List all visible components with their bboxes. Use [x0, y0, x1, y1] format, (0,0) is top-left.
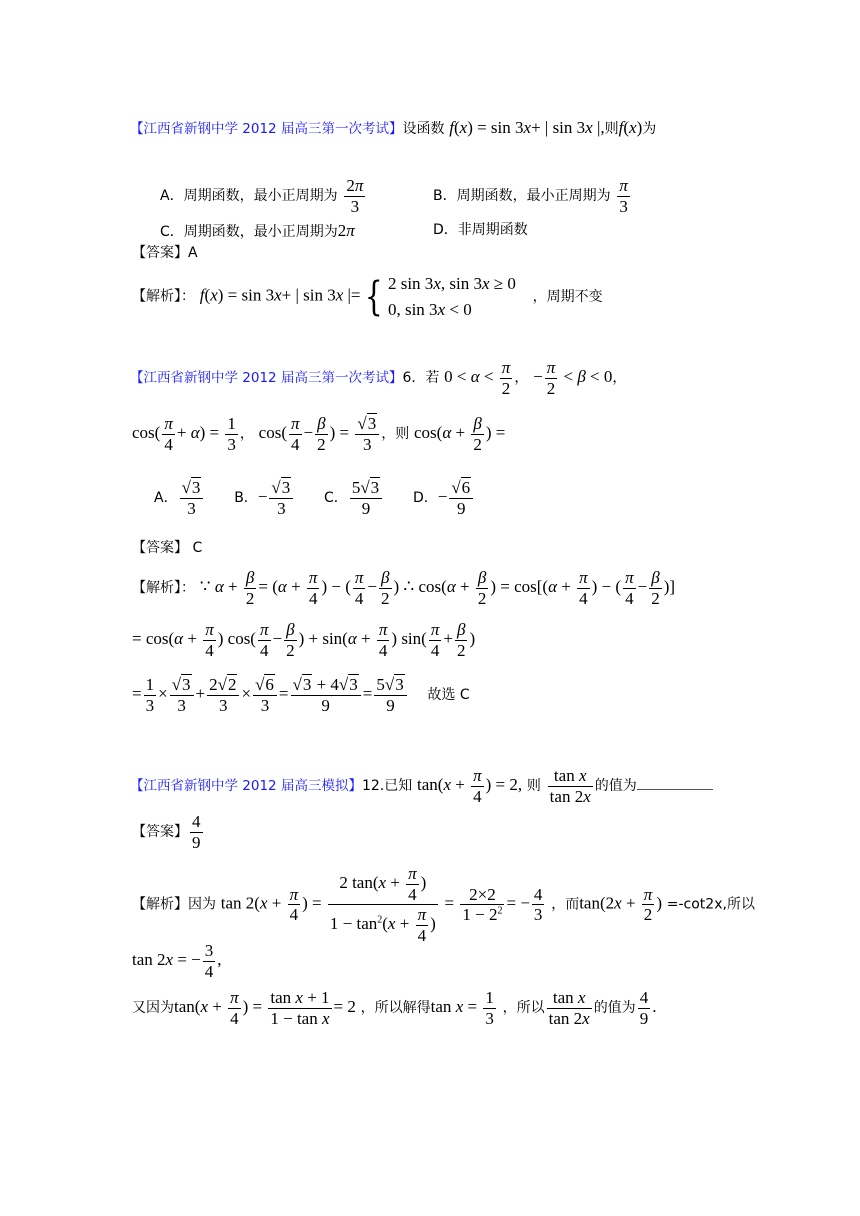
q3-then: 则: [526, 778, 541, 795]
q2-option-a-label: A．: [154, 490, 178, 507]
q1-option-a-label: A．周期函数，最小正周期为: [160, 188, 338, 205]
q2-condition-line: cos( $\frac{\pi}{4}$ + α) = $\frac{1}{3}$ ， cos( $\frac{\pi}{4}$ − $\frac{\beta}{2}$ ) = $\frac{√3}{3}$ ，则 cos(α + $\frac{\beta}{2}$ ) =: [132, 414, 506, 454]
q2-option-d-label: D．: [412, 490, 438, 507]
q3-answer-fraction: $\frac{4}{9}$: [192, 812, 201, 852]
q2-number: 6．若: [402, 370, 440, 387]
q3-value-is: 的值为: [593, 1000, 636, 1017]
q3-answer-label: 【答案】: [132, 824, 188, 841]
q3-cot: =-cot2x: [666, 896, 723, 913]
q2-explanation-line-3: = $\frac{1}{3}$ × $\frac{√3}{3}$ + $\frac{2√2}{3}$ × $\frac{√6}{3}$ = $\frac{√3 + 4√3}{9}$ = $\frac{5√3}{9}$ 故选 C: [132, 675, 470, 715]
q1-option-b-label: B．周期函数，最小正周期为: [433, 188, 611, 205]
q3-stem: 已知: [384, 778, 413, 795]
q3-explanation-line-1: 【解析】因为 tan 2(x + $\frac{\pi}{4}$ ) = 2 tan(x + $\frac{\pi}{4}$ ) $1 - \tan^2(x$ + $\frac{\pi}{4}$ ) = $\frac{2\times 2}{1 - 2^2}$ = − $\frac{4}{3}$ ，而tan(2x + $\frac{\pi}{2}$ ) =-cot2x,所以: [132, 864, 755, 945]
q2-explain-label: 【解析】：: [132, 580, 195, 597]
q3-number: 12.: [361, 778, 385, 795]
q1-answer: 【答案】A: [132, 245, 198, 261]
q1-stem: 设函数: [402, 121, 445, 137]
q3-explain-label: 【解析】: [132, 896, 188, 913]
fraction: $\frac{\pi}{3}$: [619, 176, 628, 216]
q3-stem-line: 【江西省新钢中学 2012 届高三模拟】12.已知 tan(x + $\frac{\pi}{4}$ ) = 2, 则 $\frac{\text{tan x}}{\tan 2x}$ 的值为: [130, 766, 713, 806]
answer-blank: [637, 789, 713, 790]
q3-explanation-line-3: 又因为tan(x + $\frac{\pi}{4}$ ) = $\frac{\text{tan x + 1}}{\text{1 − tan x}}$ = 2 ，所以解得tan x = $\frac{1}{3}$ ，所以 $\frac{\text{tan x}}{\tan 2x}$ 的值为 $\frac{4}{9}$ .: [132, 988, 657, 1028]
q2-options: A． $\frac{√3}{3}$ B．− $\frac{√3}{3}$ C． $\frac{5√3}{9}$ D．− $\frac{√6}{9}$: [154, 478, 475, 518]
q3-explanation-line-2: tan 2x = − $\frac{3}{4}$ ,: [132, 941, 222, 981]
q1-option-c-label: C．周期函数，最小正周期为: [160, 224, 338, 240]
fraction: $\frac{\pi}{2}$: [501, 358, 511, 398]
q1-source: 【江西省新钢中学 2012 届高三第一次考试】: [130, 121, 403, 137]
q3-source: 【江西省新钢中学 2012 届高三模拟】: [130, 778, 362, 795]
q2-explanation-line-1: 【解析】： ∵ α + $\frac{\beta}{2}$ = (α + $\frac{\pi}{4}$ ) − ( $\frac{\pi}{4}$ − $\frac{\beta}{2}$ ) ∴ cos(α + $\frac{\beta}{2}$ ) = cos[(α + $\frac{\pi}{4}$ ) − ( $\frac{\pi}{4}$ − $\frac{\beta}{2}$ )]: [132, 568, 676, 608]
q1-option-d: [433, 222, 528, 237]
fraction: $\frac{2\pi}{3}$: [346, 176, 364, 216]
q3-because: 因为: [188, 896, 216, 913]
q2-explanation-line-2: = cos(α + $\frac{\pi}{4}$ ) cos( $\frac{\pi}{4}$ − $\frac{\beta}{2}$ ) + sin(α + $\frac{\pi}{4}$ ) sin( $\frac{\pi}{4}$ + $\frac{\beta}{2}$ ): [132, 620, 476, 660]
q2-option-b-label: B．: [234, 490, 258, 507]
q3-answer: [132, 812, 205, 852]
q3-and: ，而: [551, 896, 580, 913]
q1-explain-label: 【解析】：: [132, 288, 195, 305]
q1-formula-tail: 为: [642, 121, 657, 137]
q1-option-a: [160, 176, 367, 216]
q3-so: ,所以: [722, 896, 755, 913]
q1-formula: f(x) = sin 3x+ | sin 3x |,: [449, 118, 605, 137]
q2-stem-line: 【江西省新钢中学 2012 届高三第一次考试】6．若 0 < α < $\frac{\pi}{2}$ ， − $\frac{\pi}{2}$ < β < 0，: [130, 358, 627, 398]
q1-option-c: C．周期函数，最小正周期为2π: [160, 221, 355, 240]
q1-explain-tail: ，周期不变: [532, 288, 603, 305]
q1-explanation: 【解析】： f(x) = sin 3x+ | sin 3x |={ 2 sin 3x, sin 3x ≥ 0 0, sin 3x < 0 ，周期不变: [132, 273, 603, 320]
q2-result: 故选 C: [427, 687, 470, 704]
q1-option-d-label: D．非周期函数: [433, 222, 528, 238]
q2-answer: 【答案】 C: [132, 540, 203, 556]
q2-then: ，则: [381, 426, 410, 443]
fraction: $\frac{\pi}{2}$: [546, 358, 556, 398]
q3-so2: ，所以: [502, 1000, 545, 1017]
q2-source: 【江西省新钢中学 2012 届高三第一次考试】: [130, 370, 403, 387]
q3-tail: 的值为: [594, 778, 637, 795]
q3-solve: ，所以解得: [360, 1000, 431, 1017]
q1-option-b: [433, 176, 632, 216]
q1-stem-line: 【江西省新钢中学 2012 届高三第一次考试】设函数 f(x) = sin 3x+ | sin 3x |,则f(x)为: [130, 118, 657, 137]
q2-option-c-label: C．: [324, 490, 348, 507]
q3-again: 又因为: [132, 1000, 174, 1017]
